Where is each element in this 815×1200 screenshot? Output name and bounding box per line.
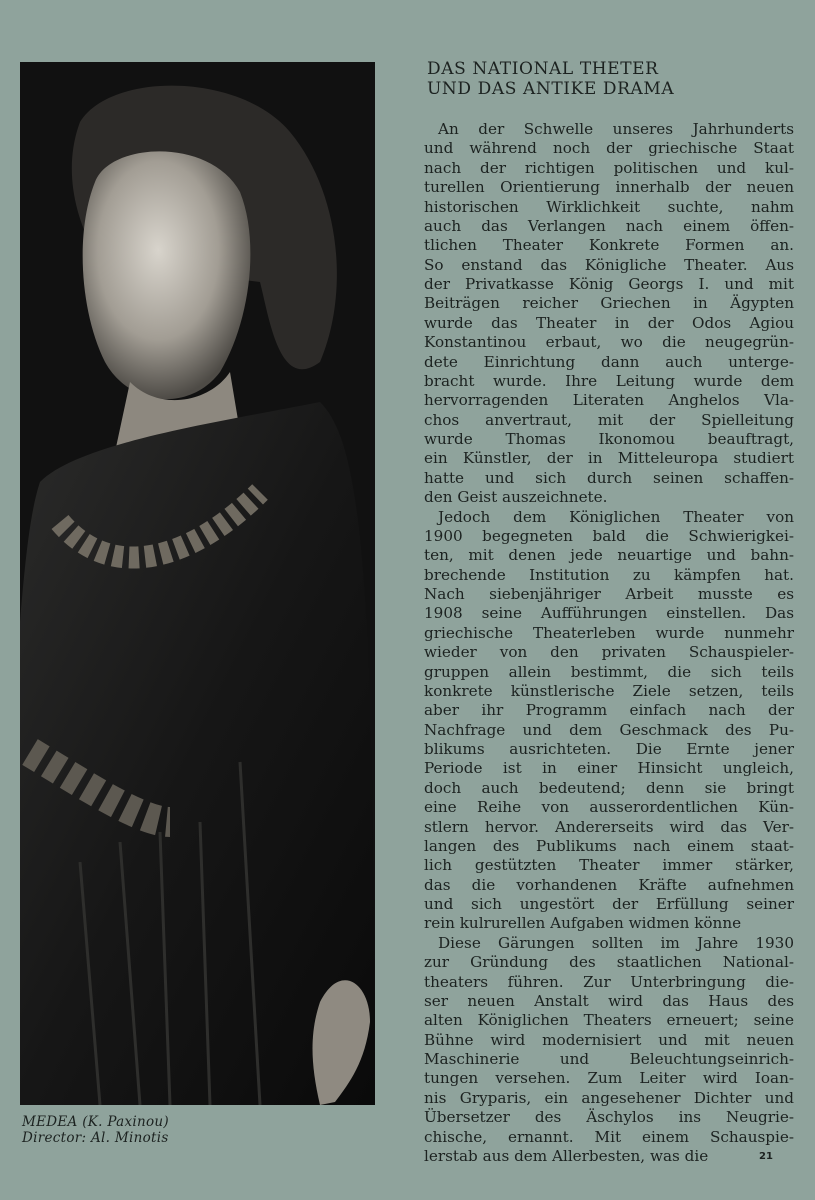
body-line: hatte und sich durch seinen schaffen-: [424, 468, 794, 487]
article-body: [424, 120, 794, 1166]
body-line: chos anvertraut, mit der Spielleitung: [424, 410, 794, 429]
headline-line-2: UND DAS ANTIKE DRAMA: [427, 78, 675, 99]
page-number: 21: [759, 1151, 773, 1162]
photo-caption: [22, 1114, 362, 1146]
body-line: 1908 seine Aufführungen einstellen. Das: [424, 604, 794, 623]
body-line: blikums ausrichteten. Die Ernte jener: [424, 740, 794, 758]
body-line: hervorragenden Literaten Anghelos Vla-: [424, 391, 794, 410]
body-line: wurde das Theater in der Odos Agiou: [424, 313, 794, 332]
headline-line-1: DAS NATIONAL THETER: [427, 59, 659, 79]
body-line: lerstab aus dem Allerbesten, was die: [424, 1146, 709, 1165]
caption-title: MEDEA (K. Paxinou): [22, 1114, 169, 1130]
body-line: chische, ernannt. Mit einem Schauspie-: [424, 1127, 794, 1146]
body-line: turellen Orientierung innerhalb der neuen: [424, 178, 794, 197]
body-line: nis Gryparis, ein angesehener Dichter und: [424, 1088, 794, 1107]
body-line: historischen Wirklichkeit suchte, nahm: [424, 197, 794, 216]
body-line: und während noch der griechische Staat: [424, 139, 794, 158]
caption-director: Director: Al. Minotis: [22, 1130, 169, 1146]
body-line: bracht wurde. Ihre Leitung wurde dem: [424, 371, 794, 390]
body-line: auch das Verlangen nach einem öffen-: [424, 216, 794, 235]
body-line: ten, mit denen jede neuartige und bahn-: [424, 546, 794, 565]
body-line: An der Schwelle unseres Jahrhunderts: [438, 120, 794, 138]
body-line: der Privatkasse König Georgs I. und mit: [424, 275, 794, 293]
body-line: Diese Gärungen sollten im Jahre 1930: [438, 933, 794, 952]
article-headline: [427, 60, 797, 99]
body-line: Periode ist in einer Hinsicht ungleich,: [424, 759, 794, 778]
body-line: nach der richtigen politischen und kul-: [424, 158, 794, 177]
body-line: doch auch bedeutend; denn sie bringt: [424, 778, 794, 797]
body-line: 1900 begegneten bald die Schwierigkei-: [424, 526, 794, 545]
body-line: und sich ungestört der Erfüllung seiner: [424, 895, 794, 913]
body-line: Nachfrage und dem Geschmack des Pu-: [424, 720, 794, 739]
body-line: stlern hervor. Andererseits wird das Ver-: [424, 817, 794, 836]
body-line: brechende Institution zu kämpfen hat.: [424, 565, 794, 584]
portrait-photo-icon: [20, 62, 375, 1105]
body-line: tungen versehen. Zum Leiter wird Ioan-: [424, 1069, 794, 1088]
body-line: So enstand das Königliche Theater. Aus: [424, 255, 794, 274]
body-line: aber ihr Programm einfach nach der: [424, 701, 794, 720]
medea-portrait-photo: [20, 62, 375, 1105]
body-line: rein kulrurellen Aufgaben widmen könne: [424, 914, 742, 933]
body-line: alten Königlichen Theaters erneuert; seine: [424, 1011, 794, 1030]
body-line: tlichen Theater Konkrete Formen an.: [424, 236, 794, 255]
body-line: dete Einrichtung dann auch unterge-: [424, 352, 794, 371]
body-line: Bühne wird modernisiert und mit neuen: [424, 1030, 794, 1049]
body-line: Jedoch dem Königlichen Theater von: [438, 507, 794, 526]
body-line: Maschinerie und Beleuchtungseinrich-: [424, 1050, 794, 1068]
body-line: wurde Thomas Ikonomou beauftragt,: [424, 430, 794, 448]
body-line: theaters führen. Zur Unterbringung die-: [424, 972, 794, 991]
body-line: lich gestützten Theater immer stärker,: [424, 856, 794, 875]
body-line: Beiträgen reicher Griechen in Ägypten: [424, 294, 794, 313]
body-line: griechische Theaterleben wurde nunmehr: [424, 623, 794, 642]
body-line: wieder von den privaten Schauspieler-: [424, 643, 794, 662]
body-line: Nach siebenjähriger Arbeit musste es: [424, 585, 794, 603]
body-line: zur Gründung des staatlichen National-: [424, 953, 794, 972]
body-line: ein Künstler, der in Mitteleuropa studiert: [424, 449, 794, 468]
body-line: das die vorhandenen Kräfte aufnehmen: [424, 875, 794, 894]
body-line: Konstantinou erbaut, wo die neugegrün-: [424, 333, 794, 352]
body-line: gruppen allein bestimmt, die sich teils: [424, 662, 794, 681]
body-line: eine Reihe von ausserordentlichen Kün-: [424, 798, 794, 817]
body-line: Übersetzer des Äschylos ins Neugrie-: [424, 1108, 794, 1127]
body-line: langen des Publikums nach einem staat-: [424, 836, 794, 855]
body-line: ser neuen Anstalt wird das Haus des: [424, 991, 794, 1010]
body-line: den Geist auszeichnete.: [424, 488, 608, 507]
body-line: konkrete künstlerische Ziele setzen, teils: [424, 681, 794, 700]
